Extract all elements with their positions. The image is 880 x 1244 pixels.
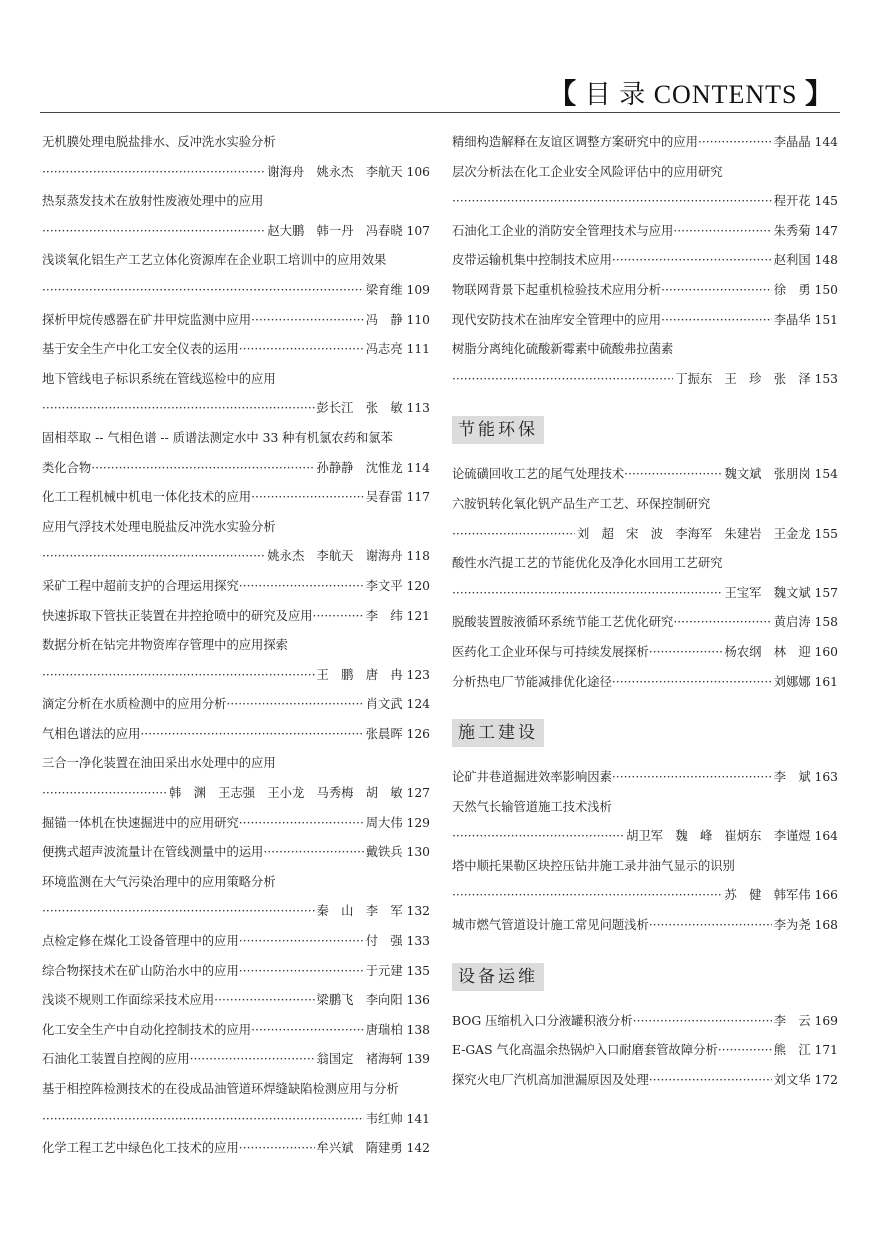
toc-entry[interactable]: [42, 1045, 430, 1075]
toc-entry[interactable]: [452, 217, 838, 247]
dot-leader: [42, 779, 167, 809]
entry-title: 热泵蒸发技术在放射性废液处理中的应用: [42, 194, 264, 209]
dot-leader: [42, 661, 315, 691]
dot-leader: [452, 822, 624, 852]
section-title: 设备运维: [452, 963, 544, 991]
toc-entry[interactable]: [452, 1036, 838, 1066]
section-heading: [452, 719, 838, 749]
dot-leader: [313, 602, 364, 632]
entry-author-page: 刘 超 宋 波 李海军 朱建岩 王金龙 155: [576, 526, 838, 541]
entry-author-page: 韩 渊 王志强 王小龙 马秀梅 胡 敏 127: [168, 786, 430, 801]
entry-author-page: 王 鹏 唐 冉 123: [316, 667, 430, 682]
toc-entry[interactable]: [42, 454, 430, 484]
entry-title: 探析甲烷传感器在矿井甲烷监测中应用: [42, 312, 252, 327]
entry-title: 应用气浮技术处理电脱盐反冲洗水实验分析: [42, 519, 276, 534]
entry-title: 天然气长输管道施工技术浅析: [452, 799, 612, 814]
dot-leader: [612, 668, 772, 698]
entry-author-page: 周大伟 129: [365, 815, 430, 830]
dot-leader: [452, 881, 723, 911]
toc-entry[interactable]: [452, 187, 838, 217]
entry-title: 物联网背景下起重机检验技术应用分析: [452, 282, 662, 297]
toc-entry[interactable]: [42, 187, 430, 217]
toc-entry[interactable]: [452, 128, 838, 158]
toc-entry[interactable]: [42, 128, 430, 158]
entry-author-page: 冯志亮 111: [365, 342, 430, 357]
entry-author-page: 丁振东 王 珍 张 泽 153: [675, 371, 838, 386]
toc-entry[interactable]: [452, 668, 838, 698]
entry-author-page: 唐瑞柏 138: [365, 1022, 430, 1037]
entry-author-page: 朱秀菊 147: [773, 223, 838, 238]
entry-author-page: 吴春雷 117: [365, 490, 430, 505]
entry-author-page: 戴铁兵 130: [365, 845, 430, 860]
entry-title: 数据分析在钻完井物资库存管理中的应用探索: [42, 638, 288, 653]
entry-author-page: 李 斌 163: [773, 770, 838, 785]
dot-leader: [649, 1066, 772, 1096]
entry-author-page: 杨农纲 林 迎 160: [724, 644, 838, 659]
entry-author-page: 肖文武 124: [365, 697, 430, 712]
dot-leader: [649, 638, 723, 668]
entry-title: 层次分析法在化工企业安全风险评估中的应用研究: [452, 164, 723, 179]
toc-entry[interactable]: [452, 1007, 838, 1037]
toc-entry[interactable]: [452, 852, 838, 882]
dot-leader: [239, 927, 364, 957]
entry-author-page: 赵大鹏 韩一丹 冯春晓 107: [267, 223, 430, 238]
dot-leader: [140, 720, 363, 750]
toc-entry[interactable]: [452, 1066, 838, 1096]
dot-leader: [239, 335, 364, 365]
toc-entry[interactable]: [452, 638, 838, 668]
toc-entry[interactable]: [452, 608, 838, 638]
entry-title: 点检定修在煤化工设备管理中的应用: [42, 934, 239, 949]
toc-entry[interactable]: [42, 394, 430, 424]
entry-title: 三合一净化装置在油田采出水处理中的应用: [42, 756, 276, 771]
entry-author-page: 梁育维 109: [365, 282, 430, 297]
dot-leader: [661, 276, 772, 306]
dot-leader: [239, 572, 364, 602]
dot-leader: [612, 246, 772, 276]
entry-author-page: 于元建 135: [365, 963, 430, 978]
toc-entry[interactable]: [42, 1075, 430, 1105]
toc-entry[interactable]: [42, 1134, 430, 1164]
dot-leader: [251, 306, 364, 336]
toc-entry[interactable]: [452, 520, 838, 550]
entry-author-page: 彭长江 张 敏 113: [316, 401, 430, 416]
toc-entry[interactable]: [452, 460, 838, 490]
dot-leader: [649, 911, 772, 941]
entry-title: 树脂分离纯化硫酸新霉素中硫酸弗拉菌素: [452, 342, 674, 357]
dot-leader: [263, 838, 363, 868]
entry-title: 便携式超声波流量计在管线测量中的运用: [42, 845, 264, 860]
entry-title: 论硫磺回收工艺的尾气处理技术: [452, 467, 625, 482]
dot-leader: [42, 897, 315, 927]
entry-author-page: 熊 江 171: [773, 1043, 838, 1058]
toc-entry[interactable]: [42, 602, 430, 632]
toc-entry[interactable]: [42, 513, 430, 543]
dot-leader: [239, 1134, 315, 1164]
entry-title: 基于安全生产中化工安全仪表的运用: [42, 342, 239, 357]
toc-entry[interactable]: [452, 793, 838, 823]
entry-title: 环境监测在大气污染治理中的应用策略分析: [42, 874, 276, 889]
entry-author-page: 刘文华 172: [773, 1072, 838, 1087]
toc-entry[interactable]: [42, 690, 430, 720]
toc-entry[interactable]: [42, 335, 430, 365]
dot-leader: [673, 217, 771, 247]
toc-entry[interactable]: [42, 809, 430, 839]
toc-entry[interactable]: [42, 158, 430, 188]
entry-title: 化学工程工艺中绿色化工技术的应用: [42, 1141, 239, 1156]
entry-author-page: 李文平 120: [365, 578, 430, 593]
toc-entry[interactable]: [42, 749, 430, 779]
toc-entry[interactable]: [452, 881, 838, 911]
entry-title: 气相色谱法的应用: [42, 726, 141, 741]
entry-title: 基于相控阵检测技术的在役成品油管道环焊缝缺陷检测应用与分析: [42, 1082, 399, 1096]
dot-leader: [42, 542, 265, 572]
toc-entry[interactable]: [42, 661, 430, 691]
entry-author-page: 牟兴斌 隋建勇 142: [316, 1141, 430, 1156]
entry-title: 地下管线电子标识系统在管线巡检中的应用: [42, 371, 276, 386]
entry-author-page: 姚永杰 李航天 谢海舟 118: [267, 549, 430, 564]
entry-author-page: 孙静静 沈惟龙 114: [316, 460, 430, 475]
dot-leader: [698, 128, 772, 158]
dot-leader: [226, 690, 363, 720]
toc-entry[interactable]: [42, 217, 430, 247]
dot-leader: [452, 579, 723, 609]
dot-leader: [42, 1105, 364, 1135]
entry-title: 石油化工企业的消防安全管理技术与应用: [452, 223, 674, 238]
entry-author-page: 梁鹏飞 李向阳 136: [316, 993, 430, 1008]
toc-entry[interactable]: [42, 276, 430, 306]
dot-leader: [624, 460, 722, 490]
toc-entry[interactable]: [42, 1016, 430, 1046]
title-cn: 目 录: [584, 80, 647, 109]
entry-author-page: 魏文斌 张朋岗 154: [724, 467, 838, 482]
entry-author-page: 李 纬 121: [365, 608, 430, 623]
entry-title: 皮带运输机集中控制技术应用: [452, 253, 612, 268]
entry-title: 塔中顺托果勒区块控压钻井施工录井油气显示的识别: [452, 858, 735, 873]
entry-title: 浅谈氧化铝生产工艺立体化资源库在企业职工培训中的应用效果: [42, 253, 387, 268]
entry-title: 分析热电厂节能减排优化途径: [452, 674, 612, 689]
entry-author-page: 苏 健 韩军伟 166: [724, 888, 838, 903]
dot-leader: [42, 217, 265, 247]
entry-author-page: 徐 勇 150: [773, 282, 838, 297]
dot-leader: [718, 1036, 772, 1066]
section-title: 节能环保: [452, 416, 544, 444]
entry-author-page: 李 云 169: [773, 1013, 838, 1028]
toc-entry[interactable]: [452, 306, 838, 336]
entry-title: 采矿工程中超前支护的合理运用探究: [42, 578, 239, 593]
entry-title: 浅谈不规则工作面综采技术应用: [42, 993, 215, 1008]
toc-entry[interactable]: [42, 306, 430, 336]
entry-title: 石油化工装置自控阀的应用: [42, 1052, 190, 1067]
dot-leader: [612, 763, 772, 793]
entry-title: 掘锚一体机在快速掘进中的应用研究: [42, 815, 239, 830]
entry-title: BOG 压缩机入口分液罐积液分析: [452, 1013, 633, 1028]
toc-entry[interactable]: [42, 986, 430, 1016]
toc-entry[interactable]: [42, 927, 430, 957]
toc-entry[interactable]: [452, 579, 838, 609]
toc-entry[interactable]: [452, 276, 838, 306]
dot-leader: [42, 394, 315, 424]
entry-author-page: 李晶晶 144: [773, 135, 838, 149]
dot-leader: [452, 520, 575, 550]
entry-title: 化工工程机械中机电一体化技术的应用: [42, 490, 252, 505]
dot-leader: [190, 1045, 315, 1075]
toc-entry[interactable]: [42, 868, 430, 898]
entry-title: 医药化工企业环保与可持续发展探析: [452, 644, 649, 659]
entry-title: 探究火电厂汽机高加泄漏原因及处理: [452, 1072, 649, 1087]
entry-author-page: 赵利国 148: [773, 253, 838, 268]
toc-entry[interactable]: [42, 1105, 430, 1135]
entry-author-page: 黄启涛 158: [773, 615, 838, 630]
dot-leader: [452, 187, 772, 217]
entry-author-page: 秦 山 李 军 132: [316, 904, 430, 919]
dot-leader: [42, 276, 364, 306]
section-title: 施工建设: [452, 719, 544, 747]
dot-leader: [239, 809, 364, 839]
toc-entry[interactable]: [42, 838, 430, 868]
entry-author-page: 付 强 133: [365, 934, 430, 949]
dot-leader: [452, 365, 673, 395]
entry-title: 无机膜处理电脱盐排水、反冲洗水实验分析: [42, 135, 276, 149]
entry-author-page: 李晶华 151: [773, 312, 838, 327]
toc-entry[interactable]: [42, 483, 430, 513]
entry-author-page: 胡卫军 魏 峰 崔炳东 李谨煜 164: [626, 829, 838, 844]
entry-title: 论矿井巷道掘进效率影响因素: [452, 770, 612, 785]
entry-author-page: 韦红帅 141: [365, 1111, 430, 1126]
toc-entry[interactable]: [42, 779, 430, 809]
entry-author-page: 张晨晖 126: [365, 726, 430, 741]
dot-leader: [239, 957, 364, 987]
toc-entry[interactable]: [42, 542, 430, 572]
toc-entry[interactable]: [42, 365, 430, 395]
entry-author-page: 翁国定 褚海轲 139: [316, 1052, 430, 1067]
entry-title: E-GAS 气化高温余热锅炉入口耐磨套管故障分析: [452, 1043, 718, 1058]
entry-author-page: 冯 静 110: [365, 312, 430, 327]
toc-entry[interactable]: [42, 424, 430, 454]
toc-entry[interactable]: [452, 490, 838, 520]
entry-title: 快速拆取下管扶正装置在井控抢喷中的研究及应用: [42, 608, 313, 623]
entry-author-page: 王宝军 魏文斌 157: [724, 585, 838, 600]
entry-title: 固相萃取 -- 气相色谱 -- 质谱法测定水中 33 种有机氯农药和氯苯: [42, 430, 393, 445]
dot-leader: [633, 1007, 772, 1037]
entry-author-page: 谢海舟 姚永杰 李航天 106: [267, 164, 430, 179]
entry-title: 综合物探技术在矿山防治水中的应用: [42, 963, 239, 978]
entry-title: 酸性水汽提工艺的节能优化及净化水回用工艺研究: [452, 556, 723, 571]
toc-entry[interactable]: [42, 897, 430, 927]
toc-entry[interactable]: [42, 572, 430, 602]
entry-title: 城市燃气管道设计施工常见问题浅析: [452, 918, 649, 933]
toc-entry[interactable]: [452, 158, 838, 188]
entry-title: 化工安全生产中自动化控制技术的应用: [42, 1022, 252, 1037]
toc-entry[interactable]: [452, 365, 838, 395]
dot-leader: [91, 454, 314, 484]
entry-author-page: 程开花 145: [773, 194, 838, 209]
toc-entry[interactable]: [452, 911, 838, 941]
entry-title: 现代安防技术在油库安全管理中的应用: [452, 312, 662, 327]
toc-entry[interactable]: [42, 720, 430, 750]
dot-leader: [42, 158, 265, 188]
contents-title: [548, 72, 834, 112]
entry-title: 精细构造解释在友谊区调整方案研究中的应用: [452, 135, 698, 149]
page-header: [40, 66, 840, 113]
dot-leader: [251, 483, 364, 513]
title-en: CONTENTS: [653, 80, 798, 109]
entry-title: 脱酸装置胺液循环系统节能工艺优化研究: [452, 615, 674, 630]
dot-leader: [661, 306, 772, 336]
section-heading: [452, 416, 838, 446]
section-heading: [452, 963, 838, 993]
entry-author-page: 刘娜娜 161: [773, 674, 838, 689]
toc-entry[interactable]: [452, 763, 838, 793]
toc-entry[interactable]: [42, 957, 430, 987]
bracket-close: 】: [804, 79, 834, 110]
dot-leader: [251, 1016, 364, 1046]
toc-right-column: [452, 128, 838, 1095]
entry-author-page: 李为尧 168: [773, 918, 838, 933]
toc-entry[interactable]: [42, 631, 430, 661]
entry-title: 类化合物: [42, 460, 92, 475]
bracket-open: 【: [548, 79, 578, 110]
toc-entry[interactable]: [452, 822, 838, 852]
toc-entry[interactable]: [452, 246, 838, 276]
toc-entry[interactable]: [452, 549, 838, 579]
dot-leader: [214, 986, 314, 1016]
toc-entry[interactable]: [42, 246, 430, 276]
entry-title: 六胺钒转化氧化钒产品生产工艺、环保控制研究: [452, 496, 711, 511]
toc-left-column: [42, 128, 430, 1164]
dot-leader: [673, 608, 771, 638]
entry-title: 滴定分析在水质检测中的应用分析: [42, 697, 227, 712]
toc-entry[interactable]: [452, 335, 838, 365]
